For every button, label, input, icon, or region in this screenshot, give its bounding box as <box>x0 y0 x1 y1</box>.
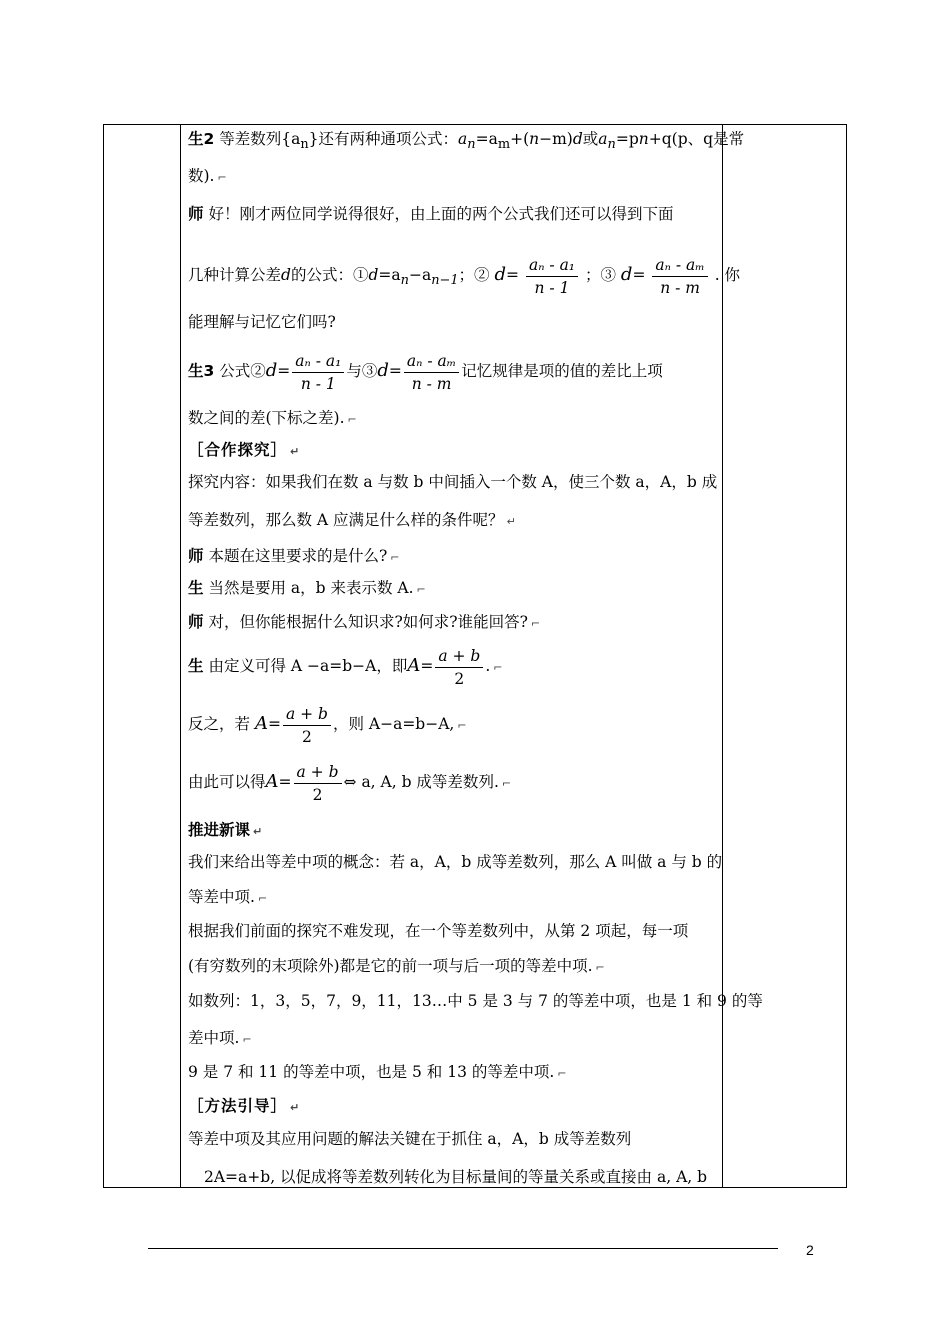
formula-fraction <box>294 761 342 806</box>
line-14 <box>188 641 503 693</box>
text: ；② <box>458 266 490 284</box>
formula-fraction <box>292 350 344 395</box>
text: n <box>300 137 309 153</box>
speaker-label: 生3 <box>188 362 215 380</box>
line-16 <box>188 757 511 809</box>
text: n - m <box>660 278 700 297</box>
formula-fraction <box>435 645 483 690</box>
text: 本题在这里要求的是什么? <box>208 547 388 565</box>
text: = <box>388 362 402 380</box>
text: aₙ - aₘ <box>652 254 707 277</box>
text: ［方法引导］ <box>188 1097 288 1115</box>
line-19 <box>188 887 267 909</box>
text: n <box>638 130 649 148</box>
line-3 <box>188 204 673 224</box>
text: ⇔ a, A, b 成等差数列. <box>343 773 499 791</box>
speaker-label: 师 <box>188 547 204 565</box>
text: n−1 <box>431 273 459 289</box>
text: 根据我们前面的探究不难发现，在一个等差数列中，从第 2 项起，每一项 <box>188 922 689 940</box>
footer-rule <box>148 1248 778 1249</box>
text: +( <box>510 130 530 148</box>
text: 与③ <box>346 362 378 380</box>
line-15 <box>188 699 467 751</box>
text: 数之间的差(下标之差). <box>188 409 345 427</box>
text: 反之，若 <box>188 715 251 733</box>
text: = <box>278 773 292 791</box>
text: d <box>265 360 278 381</box>
section-heading-method <box>188 1096 300 1118</box>
text: n <box>467 137 476 153</box>
text: =a <box>378 266 401 284</box>
paragraph-mark: ↵ <box>253 825 263 838</box>
paragraph-mark: ↵ <box>290 445 301 458</box>
text: =p <box>615 130 639 148</box>
list-mark: ⌐ <box>493 661 503 674</box>
line-5 <box>188 312 336 332</box>
text: 2 <box>302 727 312 746</box>
text: 我们来给出等差中项的概念：若 a，A，b 成等差数列，那么 A 叫做 a 与 b 的 <box>188 853 723 871</box>
speaker-label: 师 <box>188 613 204 631</box>
line-23 <box>188 1028 252 1050</box>
text: 等差中项及其应用问题的解法关键在于抓住 a，A，b 成等差数列 <box>188 1130 632 1148</box>
text: }还有两种通项公式： <box>308 130 459 148</box>
text: . <box>485 657 491 675</box>
list-mark: ⌐ <box>217 171 227 184</box>
text: 数). <box>188 167 215 185</box>
line-10 <box>188 510 516 532</box>
text: 记忆规律是项的值的差比上项 <box>461 362 663 380</box>
text: aₙ - aₘ <box>404 350 459 373</box>
list-mark: ⌐ <box>557 1067 567 1080</box>
text: ；③ <box>584 266 616 284</box>
line-9 <box>188 472 717 492</box>
text: . 你 <box>714 266 741 284</box>
text: = <box>267 715 281 733</box>
text: aₙ - a₁ <box>526 254 578 277</box>
text: −a <box>408 266 432 284</box>
text: 差中项. <box>188 1029 240 1047</box>
line-2 <box>188 166 227 188</box>
formula-fraction <box>404 350 459 395</box>
line-27 <box>204 1167 707 1187</box>
line-26 <box>188 1129 631 1149</box>
text: A <box>265 771 279 792</box>
text: aₙ - a₁ <box>292 350 344 373</box>
text: 能理解与记忆它们吗? <box>188 313 336 331</box>
list-mark: ⌐ <box>257 892 268 905</box>
section-heading-cooperate <box>188 440 300 462</box>
text: 探究内容：如果我们在数 a 与数 b 中间插入一个数 A，使三个数 a，A，b 成 <box>188 473 718 491</box>
text: 当然是要用 a，b 来表示数 A. <box>208 579 414 597</box>
line-7 <box>188 408 357 430</box>
table-divider-left <box>180 124 181 1188</box>
text: = <box>420 657 434 675</box>
line-4 <box>188 250 740 306</box>
text: 好！刚才两位同学说得很好，由上面的两个公式我们还可以得到下面 <box>208 205 674 223</box>
text: 等差中项. <box>188 888 255 906</box>
paragraph-mark: ↵ <box>506 515 516 528</box>
text: 2 <box>454 669 465 688</box>
text: = <box>632 266 646 284</box>
line-13 <box>188 612 540 634</box>
text: 等差数列，那么数 A 应满足什么样的条件呢？ <box>188 511 504 529</box>
speaker-label: 师 <box>188 205 204 223</box>
text: (有穷数列的末项除外)都是它的前一项与后一项的等差中项. <box>188 957 593 975</box>
text: 对，但你能根据什么知识求?如何求?谁能回答? <box>208 613 528 631</box>
text: d <box>377 360 389 381</box>
text: 2 <box>312 785 323 804</box>
page-number: 2 <box>806 1242 814 1258</box>
text: a <box>458 130 468 148</box>
line-21 <box>188 956 605 978</box>
text: 等差数列{a <box>219 130 301 148</box>
text: 2A=a+b, 以促成将等差数列转化为目标量间的等量关系或直接由 a, A, b <box>204 1168 708 1186</box>
text: 由此可以得 <box>188 773 266 791</box>
list-mark: ⌐ <box>390 551 400 564</box>
list-mark: ⌐ <box>501 777 512 790</box>
list-mark: ⌐ <box>595 961 605 974</box>
text: d <box>572 130 583 148</box>
text: n - 1 <box>534 278 570 297</box>
text: −m) <box>539 130 573 148</box>
text: 推进新课 <box>188 821 251 839</box>
formula-fraction <box>283 703 331 748</box>
text: 由定义可得 A −a=b−A，即 <box>208 657 408 675</box>
formula-fraction <box>652 254 707 299</box>
text: 的公式：① <box>290 266 369 284</box>
text: ，则 A−a=b−A, <box>332 715 455 733</box>
text: m <box>497 137 511 153</box>
text: = <box>506 266 520 284</box>
speaker-label: 生 <box>188 579 204 597</box>
text: 如数列：1，3，5，7，9，11，13…中 5 是 3 与 7 的等差中项，也是 1 和 9 的等 <box>188 992 763 1010</box>
line-18 <box>188 852 722 872</box>
list-mark: ⌐ <box>347 413 357 426</box>
text: d <box>494 264 507 285</box>
text: d <box>620 264 633 285</box>
text: n <box>400 273 409 289</box>
text: a <box>598 130 608 148</box>
text: +q(p、q是常 <box>648 130 745 148</box>
text: 几种计算公差 <box>188 266 282 284</box>
text: 或 <box>582 130 599 148</box>
line-11 <box>188 546 399 568</box>
text: n <box>529 130 540 148</box>
text: 9 是 7 和 11 的等差中项，也是 5 和 13 的等差中项. <box>188 1063 555 1081</box>
text: A <box>254 713 268 734</box>
line-12 <box>188 578 426 600</box>
text: a + b <box>435 645 483 668</box>
text: a + b <box>294 761 342 784</box>
line-24 <box>188 1062 567 1084</box>
list-mark: ⌐ <box>530 617 541 630</box>
line-22 <box>188 991 763 1011</box>
section-heading-new-lesson <box>188 820 262 842</box>
formula-fraction <box>526 254 578 299</box>
text: n <box>607 137 616 153</box>
list-mark: ⌐ <box>457 719 467 732</box>
text: n - m <box>411 374 452 393</box>
line-1 <box>188 129 744 155</box>
text: d <box>281 266 291 284</box>
list-mark: ⌐ <box>242 1033 252 1046</box>
text: =a <box>475 130 498 148</box>
text: ［合作探究］ <box>188 441 288 459</box>
paragraph-mark: ↵ <box>290 1101 301 1114</box>
text: d <box>368 266 379 284</box>
text: = <box>277 362 291 380</box>
speaker-label: 生2 <box>188 130 215 148</box>
text: a + b <box>283 703 331 726</box>
text: n - 1 <box>300 374 336 393</box>
text: A <box>407 655 421 676</box>
line-6 <box>188 346 663 396</box>
text: 公式② <box>219 362 266 380</box>
list-mark: ⌐ <box>416 583 426 596</box>
speaker-label: 生 <box>188 657 204 675</box>
line-20 <box>188 921 688 941</box>
